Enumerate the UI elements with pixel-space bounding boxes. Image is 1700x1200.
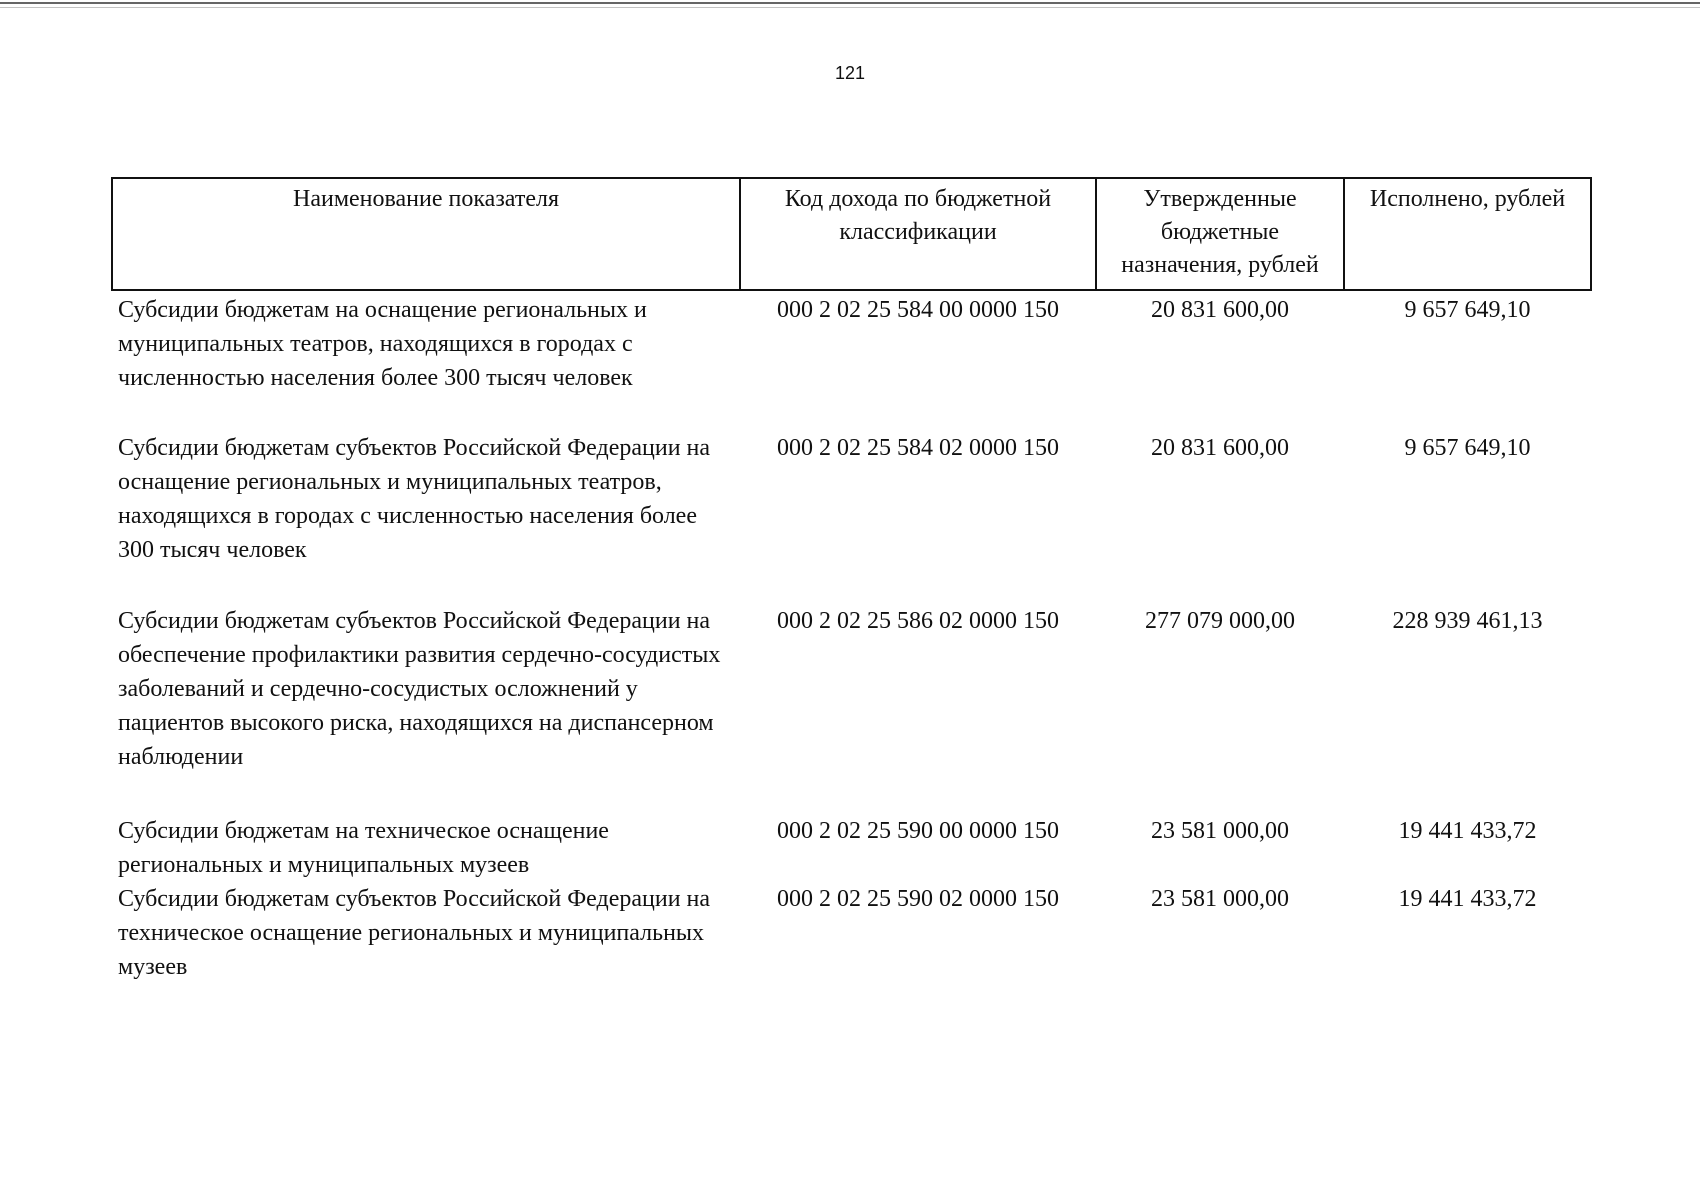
table-body bbox=[112, 290, 1591, 984]
cell-executed-amount: 9 657 649,10 bbox=[1404, 297, 1531, 323]
table-row bbox=[112, 604, 1591, 814]
cell-income-code: 000 2 02 25 584 00 0000 150 bbox=[777, 297, 1059, 323]
cell-indicator-name: Субсидии бюджетам на оснащение региональных и муниципальных театров, находящихся в городах с численностью населения более 300 тысяч человек bbox=[118, 297, 647, 391]
cell-executed-amount: 19 441 433,72 bbox=[1398, 886, 1537, 912]
cell-executed-amount: 19 441 433,72 bbox=[1398, 818, 1537, 844]
scan-edge-line bbox=[0, 2, 1700, 4]
header-income-code: Код дохода по бюджетной классификации bbox=[740, 178, 1096, 290]
header-approved-amount: Утвержденные бюджетные назначения, рублей bbox=[1096, 178, 1344, 290]
table-header-row bbox=[112, 178, 1591, 290]
page-number: 121 bbox=[834, 63, 866, 83]
cell-approved-amount: 23 581 000,00 bbox=[1151, 818, 1289, 844]
cell-approved-amount: 23 581 000,00 bbox=[1151, 886, 1289, 912]
cell-approved-amount: 20 831 600,00 bbox=[1151, 435, 1289, 461]
cell-income-code: 000 2 02 25 584 02 0000 150 bbox=[777, 435, 1059, 461]
cell-executed-amount: 9 657 649,10 bbox=[1404, 435, 1531, 461]
cell-executed-amount: 228 939 461,13 bbox=[1392, 608, 1543, 634]
budget-income-table bbox=[111, 177, 1592, 984]
scan-edge-line-secondary bbox=[0, 7, 1700, 8]
cell-indicator-name: Субсидии бюджетам субъектов Российской Федерации на техническое оснащение региональных и муниципальных музеев bbox=[118, 886, 711, 980]
cell-approved-amount: 277 079 000,00 bbox=[1145, 608, 1295, 634]
cell-income-code: 000 2 02 25 590 02 0000 150 bbox=[777, 886, 1059, 912]
cell-income-code: 000 2 02 25 586 02 0000 150 bbox=[777, 608, 1059, 634]
cell-approved-amount: 20 831 600,00 bbox=[1151, 297, 1289, 323]
table-row bbox=[112, 431, 1591, 604]
table-row bbox=[112, 290, 1591, 431]
cell-indicator-name: Субсидии бюджетам субъектов Российской Федерации на обеспечение профилактики развития сердечно-сосудистых заболеваний и сердечно-сосудистых осложнений у пациентов высокого риска, находящихся на диспансерном наблюдении bbox=[118, 608, 721, 770]
table-header bbox=[112, 178, 1591, 290]
cell-income-code: 000 2 02 25 590 00 0000 150 bbox=[777, 818, 1059, 844]
table-row bbox=[112, 882, 1591, 984]
header-executed-amount: Исполнено, рублей bbox=[1344, 178, 1591, 290]
header-indicator-name: Наименование показателя bbox=[112, 178, 740, 290]
table-row bbox=[112, 814, 1591, 882]
cell-indicator-name: Субсидии бюджетам на техническое оснащение региональных и муниципальных музеев bbox=[118, 818, 609, 878]
cell-indicator-name: Субсидии бюджетам субъектов Российской Федерации на оснащение региональных и муниципальных театров, находящихся в городах с численностью населения более 300 тысяч человек bbox=[118, 435, 711, 563]
